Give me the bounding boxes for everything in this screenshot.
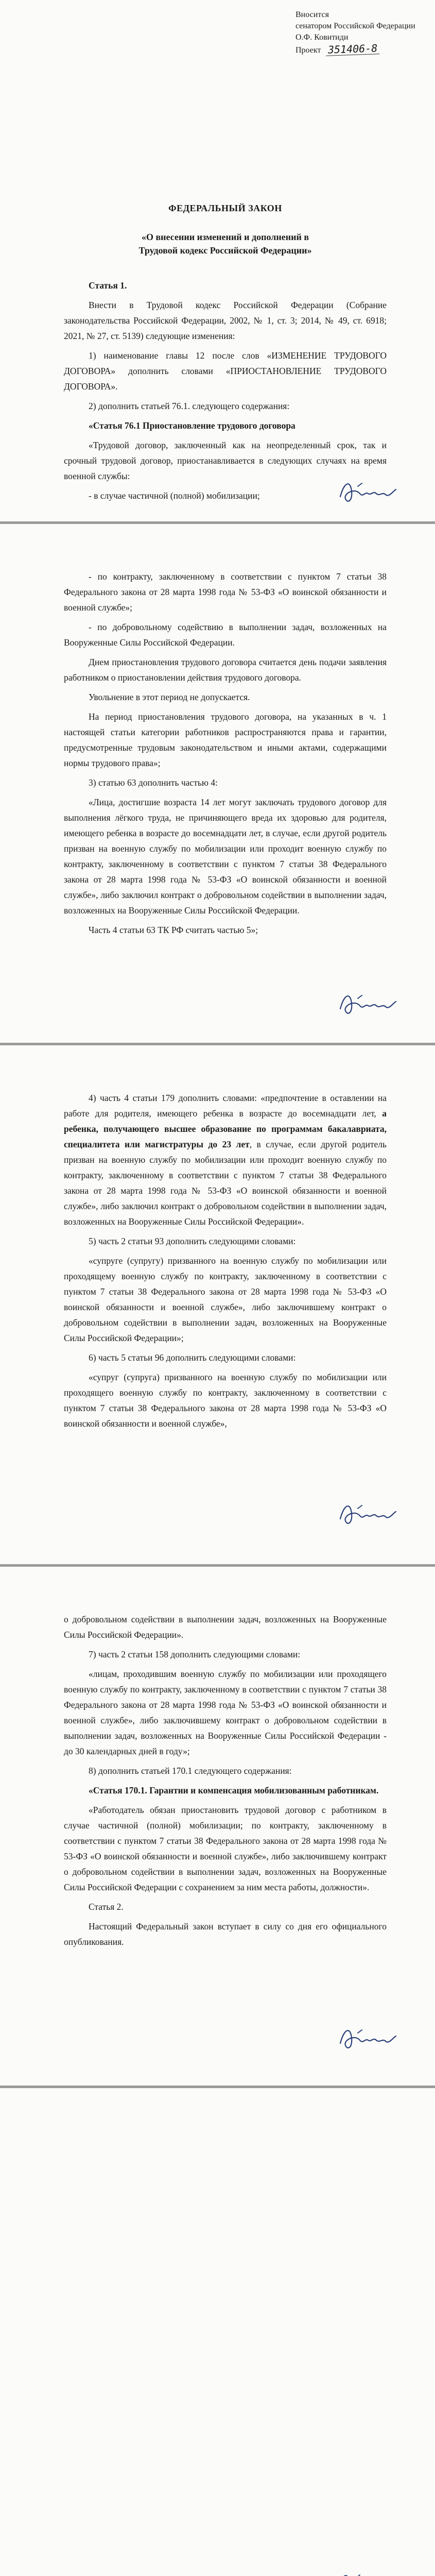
signature-mark: [337, 476, 398, 508]
amendment-item-7: 7) часть 2 статьи 158 дополнить следующими словами:: [89, 1649, 301, 1659]
sponsor-line-introduced: Вносится: [295, 10, 329, 19]
suspension-case-volunteer: - по добровольному содействию в выполнении задач, возложенных на Вооруженные Силы Российской Федерации.: [64, 622, 387, 648]
signature-mark: [337, 1498, 398, 1530]
document-page-1: [0, 0, 435, 521]
document-type: ФЕДЕРАЛЬНЫЙ ЗАКОН: [168, 203, 282, 213]
document-title: [64, 230, 387, 257]
signature-mark: [337, 988, 398, 1020]
document-page-4: [0, 1564, 435, 2086]
amendment-item-3-note: Часть 4 статьи 63 ТК РФ считать частью 5»;: [89, 925, 258, 935]
article-2-heading: Статья 2.: [89, 1902, 124, 1912]
amendment-item-4-part-a: 4) часть 4 статьи 179 дополнить словами: «предпочтение в оставлении на работе для родителя, имеющего ребенка в возрасте до восемнадцати лет,: [64, 1093, 387, 1118]
sponsor-line-senator: сенатором Российской Федерации: [295, 22, 415, 30]
amendment-item-5: 5) часть 2 статьи 93 дополнить следующими словами:: [89, 1236, 296, 1246]
signature-mark: [337, 2023, 398, 2055]
dismissal-ban-paragraph: Увольнение в этот период не допускается.: [89, 692, 250, 702]
amendment-item-3-text: «Лица, достигшие возраста 14 лет могут заключать трудового договор для выполнения лёгкого труда, не причиняющего вреда их здоровью для родителя, имеющего ребенка в возрасте до восемнадцати лет, в случае, если другой родитель призван на военную службу по мобилизации или проходит военную службу по контракту, заключенному в соответствии с пунктом 7 статьи 38 Федерального закона от 28 марта 1998 года № 53-ФЗ «О воинской обязанности и военной службе», либо заключил контракт о добровольном содействии в выполнении задач, возложенных на Вооруженные Силы Российской Федерации.: [64, 797, 387, 916]
amendment-item-6-text: «супруг (супруга) призванного на военную службу по мобилизации или проходящего военную службу по контракту, заключенному в соответствии с пунктом 7 статьи 38 Федерального закона от 28 марта 1998 года № 53-ФЗ «О воинской обязанности и военной службе»,: [64, 1372, 387, 1429]
document-page-3: [0, 1043, 435, 1564]
article-76-1-heading: «Статья 76.1 Приостановление трудового договора: [89, 420, 295, 431]
amendment-item-7-text: «лицам, проходившим военную службу по мобилизации или проходящего военную службу по контракту, заключенному в соответствии с пунктом 7 статьи 38 Федерального закона от 28 марта 1998 года № 53-ФЗ «О воинской обязанности и военной службе», либо заключившему контракт о добровольном содействии в выполнении задач, возложенных на Вооруженные Силы Российской Федерации - до 30 календарных дней в году»;: [64, 1669, 387, 1756]
suspension-case-mobilization: - в случае частичной (полной) мобилизации;: [89, 490, 260, 501]
sponsor-block: [295, 9, 415, 56]
amendment-item-4-part-b: , в случае, если другой родитель призван на военную службу по мобилизации или проходит военную службу по контракту, заключенному в соответствии с пунктом 7 статьи 38 Федерального закона от 28 марта 1998 года № 53-ФЗ «О воинской обязанности и военной службе», либо заключил контракт о добровольном содействии в выполнении задач, возложенных на Вооруженные Силы Российской Федерации».: [64, 1139, 387, 1227]
signature-mark: [335, 2568, 396, 2576]
amendment-item-6: 6) часть 5 статьи 96 дополнить следующими словами:: [89, 1352, 296, 1363]
amendment-item-3: 3) статью 63 дополнить частью 4:: [89, 777, 218, 788]
amendment-item-2: 2) дополнить статьей 76.1. следующего содержания:: [89, 401, 290, 411]
article-76-1-text: «Трудовой договор, заключенный как на неопределенный срок, так и срочный трудовой договор, приостанавливается в следующих случаях на время военной службы:: [64, 440, 387, 481]
article-1-heading: Статья 1.: [89, 280, 127, 291]
amendment-item-8: 8) дополнить статьей 170.1 следующего содержания:: [89, 1766, 292, 1776]
article-170-1-text: «Работодатель обязан приостановить трудовой договор с работником в случае частичной (полной) мобилизации; по контракту, заключенному в соответствии с пунктом 7 статьи 38 Федерального закона от 28 марта 1998 года № 53-ФЗ «О воинской обязанности и военной службе», либо заключившему контракт о добровольном содействии в выполнении задач, возложенных на Вооруженные Силы Российской Федерации с сохранением за ним места работы, должности».: [64, 1805, 387, 1892]
amendment-item-5-text: «супруге (супругу) призванного на военную службу по мобилизации или проходящему военную службу по контракту, заключенному в соответствии с пунктом 7 статьи 38 Федерального закона от 28 марта 1998 года № 53-ФЗ «О воинской обязанности и военной службе», либо заключившему контракт о добровольном содействии в выполнении задач, возложенных на Вооруженные Силы Российской Федерации»;: [64, 1256, 387, 1343]
document-title-line-1: «О внесении изменений и дополнений в: [141, 232, 309, 242]
amendment-item-1: 1) наименование главы 12 после слов «ИЗМЕНЕНИЕ ТРУДОВОГО ДОГОВОРА» дополнить словами «ПРИОСТАНОВЛЕНИЕ ТРУДОВОГО ДОГОВОРА».: [64, 350, 387, 392]
suspension-day-paragraph: Днем приостановления трудового договора считается день подачи заявления работником о приостановлении действия трудового договора.: [64, 657, 387, 683]
article-170-1-heading: «Статья 170.1. Гарантии и компенсация мобилизованным работникам.: [89, 1785, 379, 1795]
document-page-5: [0, 2086, 435, 2576]
article-2-text: Настоящий Федеральный закон вступает в силу со дня его официального опубликования.: [64, 1921, 387, 1947]
project-line: [295, 43, 387, 56]
sponsor-line-name: О.Ф. Ковитиди: [295, 33, 349, 42]
suspension-case-contract: - по контракту, заключенному в соответствии с пунктом 7 статьи 38 Федерального закона от 28 марта 1998 года № 53-ФЗ «О воинской обязанности и военной службе»;: [64, 571, 387, 613]
amendment-item-4: [64, 1090, 387, 1229]
amendment-item-6-continuation: о добровольном содействии в выполнении задач, возложенных на Вооруженные Силы Российской Федерации».: [64, 1614, 387, 1640]
project-label: Проект: [295, 46, 321, 55]
project-number-handwritten: 351406-8: [326, 42, 380, 56]
amendment-item-4-bold-insert: а ребенка, получающего высшее образование по программам бакалавриата, специалитета или магистратуры до 23 лет: [64, 1108, 387, 1149]
document-page-2: [0, 521, 435, 1043]
guarantees-paragraph: На период приостановления трудового договора, на указанных в ч. 1 настоящей статьи категории работников распространяются права и гарантии, предусмотренные трудовым законодательством и иными актами, содержащими нормы трудового права»;: [64, 711, 387, 768]
document-title-line-2: Трудовой кодекс Российской Федерации»: [138, 245, 312, 256]
article-1-intro: Внести в Трудовой кодекс Российской Федерации (Собрание законодательства Российской Федерации, 2002, № 1, ст. 3; 2014, № 49, ст. 6918; 2021, № 27, ст. 5139) следующие изменения:: [64, 300, 387, 341]
